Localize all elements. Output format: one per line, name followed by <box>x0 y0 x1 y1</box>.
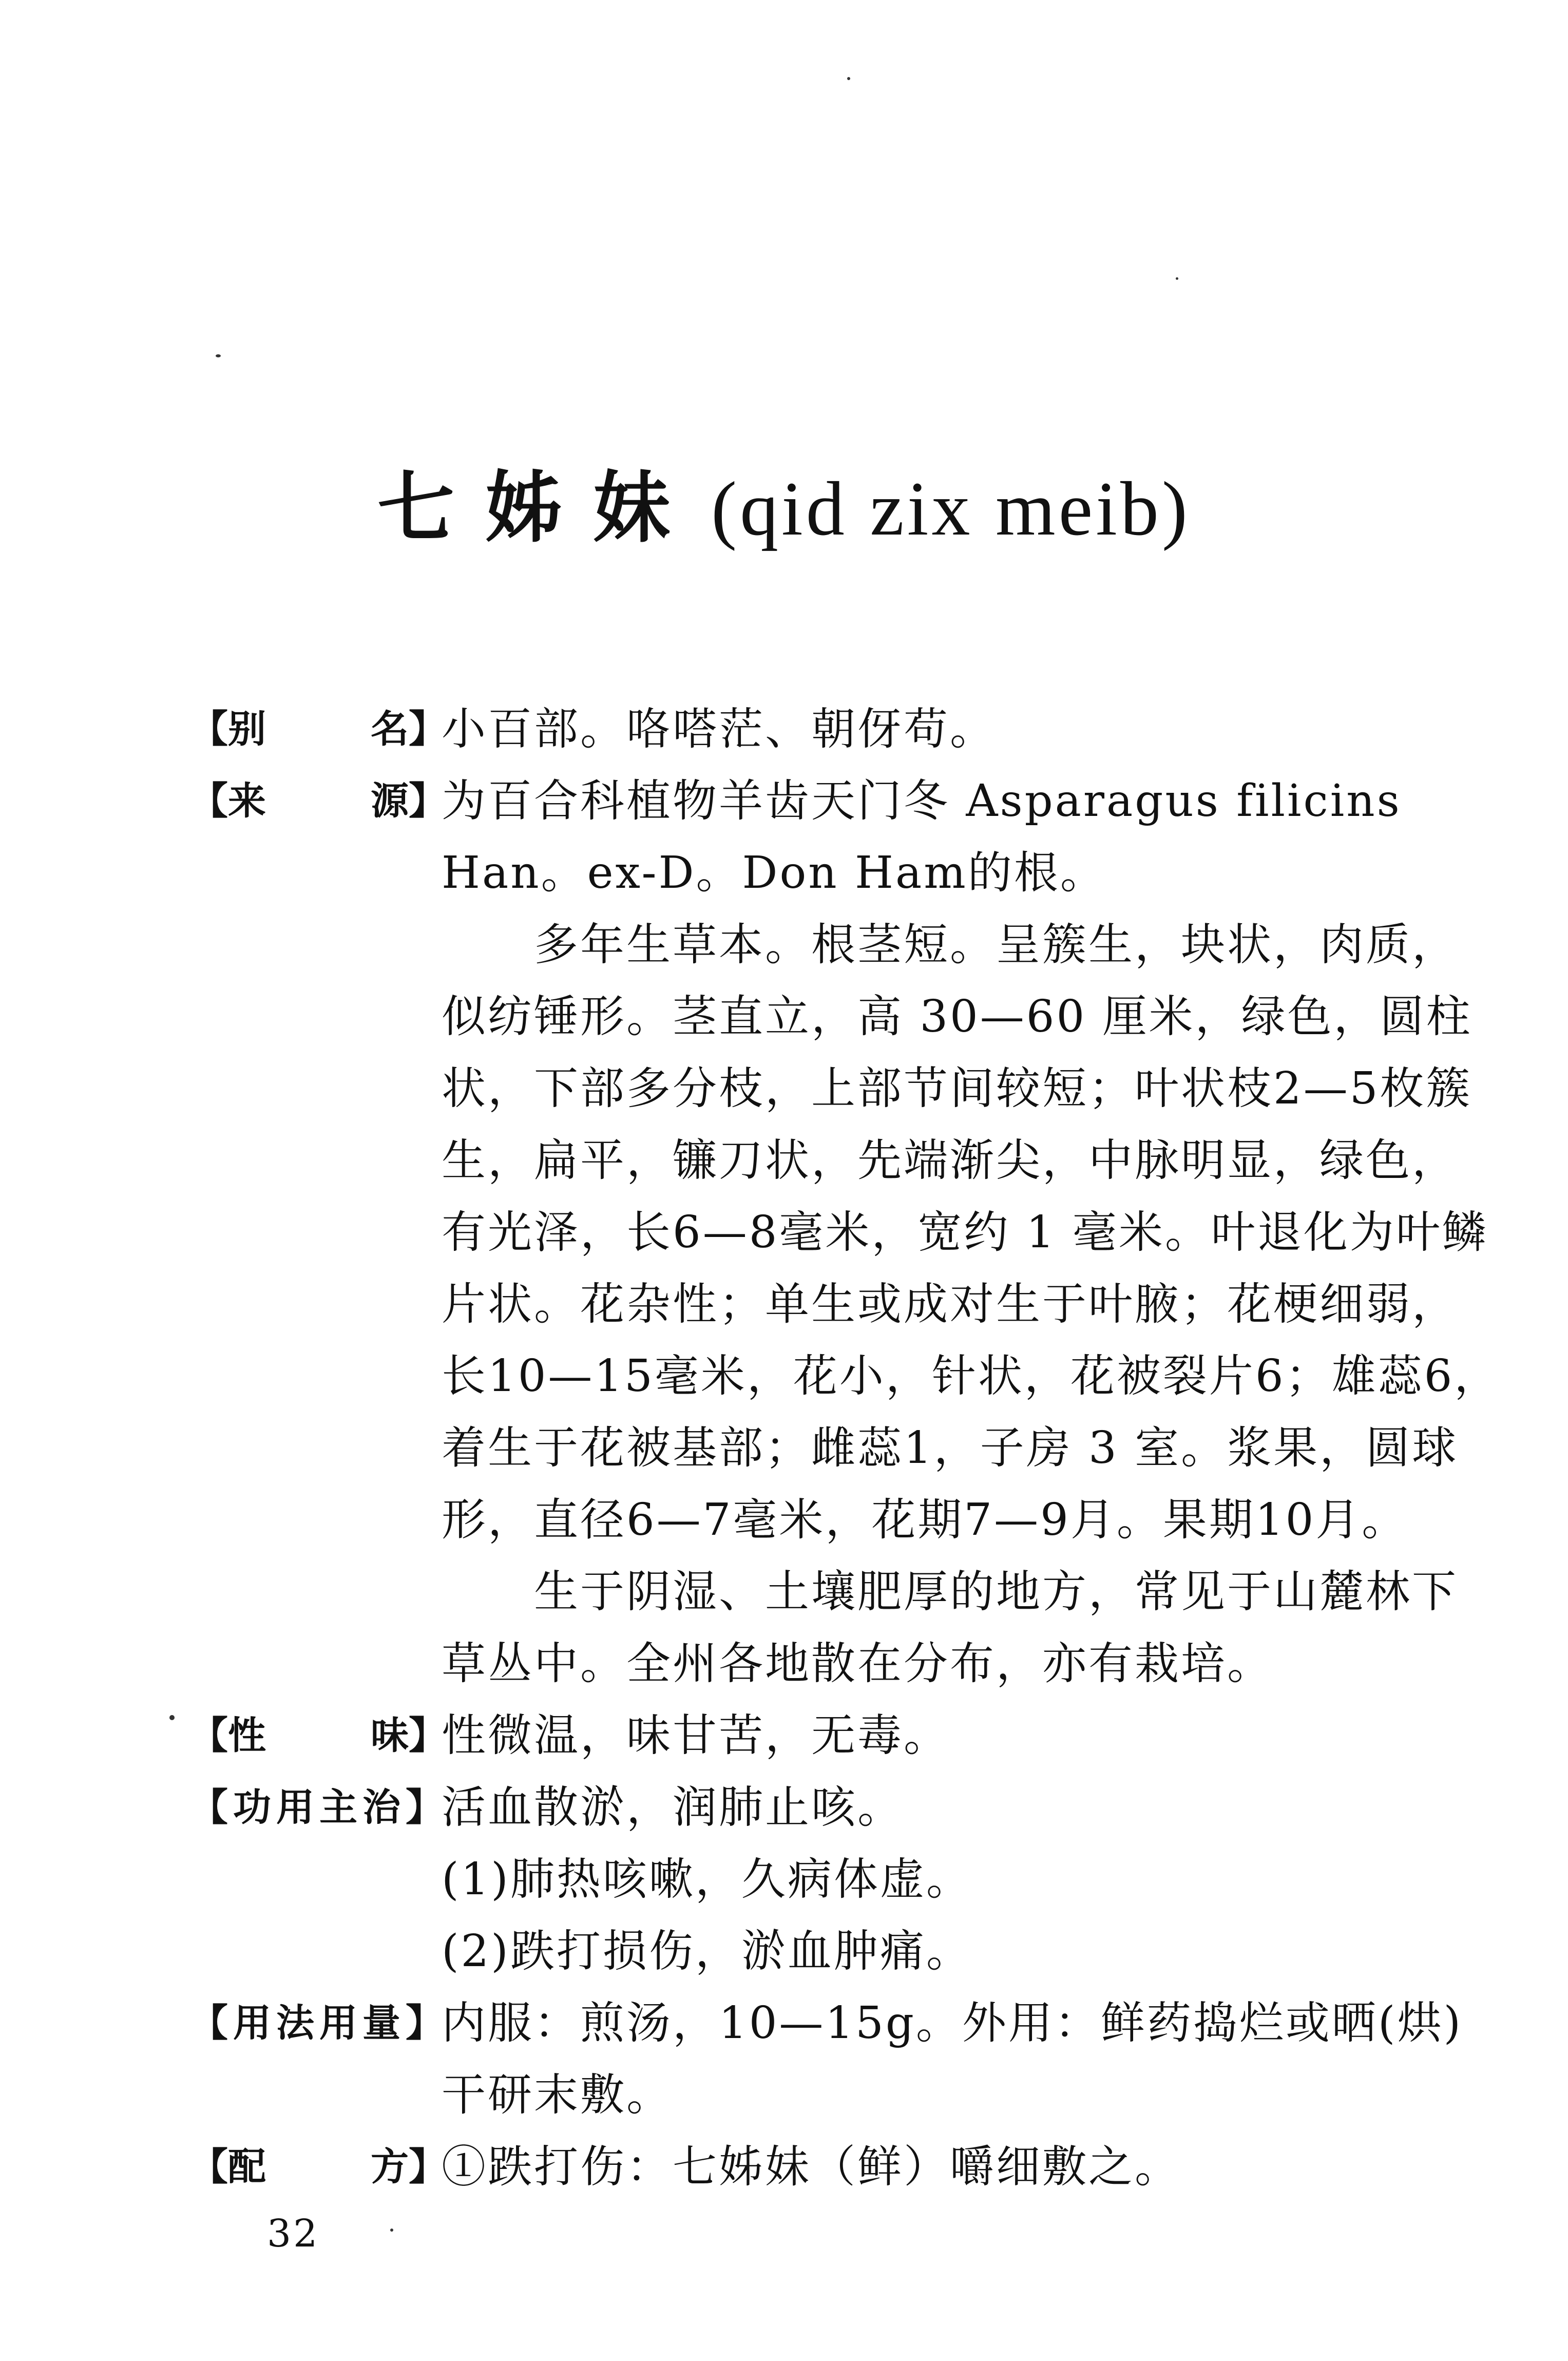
scan-speck <box>847 77 850 80</box>
source-label-right: 源】 <box>371 779 447 823</box>
description-line: 多年生草本。根茎短。呈簇生，块状，肉质， <box>534 919 1458 970</box>
description-line: 生，扁平，镰刀状，先端渐尖，中脉明显，绿色， <box>442 1135 1458 1186</box>
title-pinyin: (qid zix meib) <box>711 466 1191 551</box>
alias-row <box>0 693 1568 770</box>
scan-speck <box>390 2229 393 2232</box>
source-line: 为百合科植物羊齿天门冬 Asparagus filicins <box>442 775 1402 827</box>
scan-speck <box>216 354 221 357</box>
source-label-left: 【来 <box>190 779 266 823</box>
formula-label-left: 【配 <box>190 2145 266 2189</box>
usage-row <box>0 1987 1568 2064</box>
usage-line: 干研末敷。 <box>442 2069 673 2121</box>
taste-label <box>190 1700 447 1772</box>
usage-label-text: 【用法用量】 <box>190 2001 449 2045</box>
taste-label-right: 味】 <box>371 1713 447 1758</box>
usage-line: 内服：煎汤，10—15g。外用：鲜药捣烂或晒(烘) <box>442 1997 1463 2049</box>
source-line: Han。ex-D。Don Ham的根。 <box>442 847 1106 899</box>
usage-label <box>190 1987 447 2059</box>
page-number: 32 <box>267 2212 320 2256</box>
habitat-line: 草丛中。全州各地散在分布，亦有栽培。 <box>442 1638 1273 1689</box>
scan-speck <box>1176 277 1178 280</box>
taste-row <box>0 1700 1568 1777</box>
formula-label <box>190 2131 447 2203</box>
source-row <box>0 765 1568 842</box>
description-line: 状，下部多分枝，上部节间较短；叶状枝2—5枚簇 <box>442 1063 1473 1114</box>
formula-text: ①跌打伤：七姊妹（鲜）嚼细敷之。 <box>442 2141 1181 2193</box>
taste-text: 性微温，味甘苦，无毒。 <box>442 1710 950 1761</box>
alias-label <box>190 693 447 765</box>
alias-label-left: 【别 <box>190 707 266 751</box>
description-line: 似纺锤形。茎直立，高 30—60 厘米，绿色，圆柱 <box>442 991 1473 1042</box>
entry-title <box>0 462 1568 555</box>
description-line: 长10—15毫米，花小，针状，花被裂片6；雄蕊6， <box>442 1350 1501 1402</box>
alias-text: 小百部。咯嗒茫、朝伢苟。 <box>442 703 996 755</box>
alias-label-right: 名】 <box>371 707 447 751</box>
description-line: 有光泽，长6—8毫米，宽约 1 毫米。叶退化为叶鳞 <box>442 1207 1488 1258</box>
function-item: (1)肺热咳嗽，久病体虚。 <box>442 1854 972 1905</box>
habitat-line: 生于阴湿、土壤肥厚的地方，常见于山麓林下 <box>534 1566 1458 1617</box>
formula-row <box>0 2131 1568 2208</box>
title-chinese: 七姊妹 <box>377 464 701 553</box>
function-label <box>190 1772 447 1843</box>
function-row <box>0 1772 1568 1849</box>
function-text: 活血散淤，润肺止咳。 <box>442 1782 904 1833</box>
function-label-text: 【功用主治】 <box>190 1785 449 1830</box>
description-line: 片状。花杂性；单生或成对生于叶腋；花梗细弱， <box>442 1279 1458 1330</box>
formula-label-right: 方】 <box>371 2145 447 2189</box>
description-line: 形，直径6—7毫米，花期7—9月。果期10月。 <box>442 1494 1408 1546</box>
function-item: (2)跌打损伤，淤血肿痛。 <box>442 1926 972 1977</box>
description-line: 着生于花被基部；雌蕊1，子房 3 室。浆果，圆球 <box>442 1422 1459 1474</box>
taste-label-left: 【性 <box>190 1713 266 1758</box>
source-label <box>190 765 447 837</box>
